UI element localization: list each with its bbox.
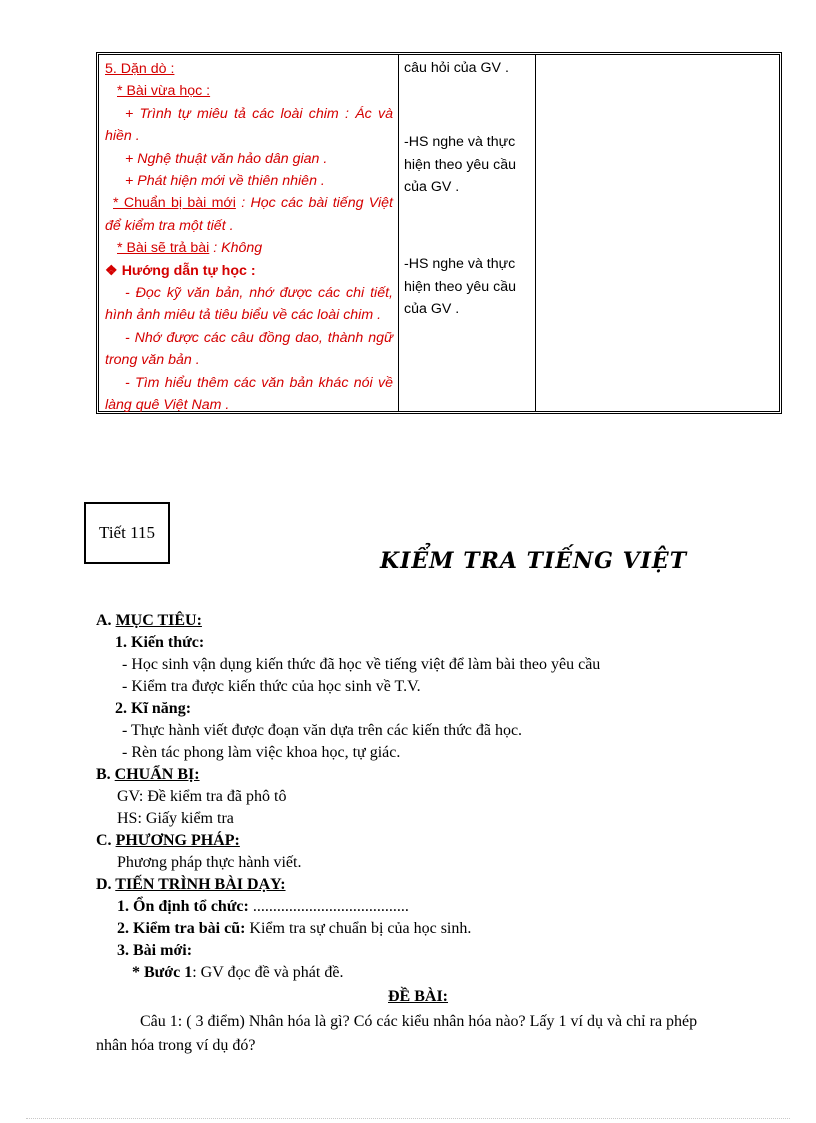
lesson-plan-table: [96, 52, 782, 414]
table-column-student: [399, 55, 536, 411]
student-activity: câu hỏi của GV .: [404, 60, 509, 76]
preparation-heading: B. CHUẨN BỊ:: [96, 766, 200, 783]
review-label: * Bài sẽ trả bài: [117, 240, 210, 257]
exam-question-1: Câu 1: ( 3 điểm) Nhân hóa là gì? Có các kiểu nhân hóa nào? Lấy 1 ví dụ và chỉ ra phép nhân hóa trong ví dụ đó?: [96, 1013, 698, 1054]
lesson-label: * Bài vừa học :: [117, 83, 211, 100]
procedure-step-3-sub: * Bước 1: GV đọc đề và phát đề.: [132, 964, 344, 981]
table-column-teacher: [99, 55, 399, 414]
procedure-step-1: 1. Ổn định tổ chức: .......................................: [117, 898, 409, 915]
method-heading: C. PHƯƠNG PHÁP:: [96, 832, 240, 849]
guide-item: - Đọc kỹ văn bản, nhớ được các chi tiết, hình ảnh miêu tả tiêu biểu về các loài chim .: [105, 285, 393, 324]
student-activity: -HS nghe và thực hiện theo yêu cầu của GV .: [404, 134, 517, 195]
exam-heading: ĐỀ BÀI:: [388, 988, 449, 1005]
knowledge-label: 1. Kiến thức:: [115, 634, 205, 651]
skills-item: - Rèn tác phong làm việc khoa học, tự giác.: [122, 744, 401, 761]
lesson-item: + Trình tự miêu tả các loài chim : Ác và hiền .: [105, 105, 393, 145]
objectives-heading: A. MỤC TIÊU:: [96, 612, 202, 629]
guide-item: - Nhớ được các câu đồng dao, thành ngữ trong văn bản .: [105, 329, 393, 369]
method-text: Phương pháp thực hành viết.: [117, 854, 302, 871]
page-bottom-border: [26, 1118, 790, 1119]
student-activity: -HS nghe và thực hiện theo yêu cầu của GV .: [404, 256, 517, 317]
prepare-text: : Học các bài tiếng Việt để kiểm tra một tiết .: [105, 195, 393, 234]
skills-label: 2. Kĩ năng:: [115, 700, 192, 717]
knowledge-item: - Học sinh vận dụng kiến thức đã học về tiếng việt để làm bài theo yêu cầu: [122, 656, 601, 673]
review-text: : Không: [209, 240, 263, 257]
lesson-number-box: [84, 502, 170, 564]
knowledge-item: - Kiểm tra được kiến thức của học sinh về T.V.: [122, 678, 421, 695]
page-title: KIỂM TRA TIẾNG VIỆT: [380, 548, 688, 574]
diamond-bullet-icon: ❖: [105, 262, 118, 279]
procedure-step-2: 2. Kiểm tra bài cũ: Kiểm tra sự chuẩn bị của học sinh.: [117, 920, 472, 937]
section-heading: 5. Dặn dò :: [105, 61, 175, 77]
table-column-notes: [536, 55, 779, 411]
lesson-item: + Phát hiện mới về thiên nhiên .: [125, 173, 325, 190]
preparation-gv: GV: Đề kiểm tra đã phô tô: [117, 788, 287, 805]
lesson-item: + Nghệ thuật văn hảo dân gian .: [125, 150, 328, 167]
preparation-hs: HS: Giấy kiểm tra: [117, 810, 234, 827]
procedure-heading: D. TIẾN TRÌNH BÀI DẠY:: [96, 876, 286, 893]
guide-label: Hướng dẫn tự học :: [121, 262, 256, 279]
lesson-number: Tiết 115: [99, 523, 155, 542]
skills-item: - Thực hành viết được đoạn văn dựa trên các kiến thức đã học.: [122, 722, 523, 739]
prepare-label: * Chuẩn bị bài mới: [113, 195, 236, 212]
guide-item: - Tìm hiểu thêm các văn bản khác nói về làng quê Việt Nam .: [105, 374, 393, 414]
procedure-step-3: 3. Bài mới:: [117, 942, 193, 959]
